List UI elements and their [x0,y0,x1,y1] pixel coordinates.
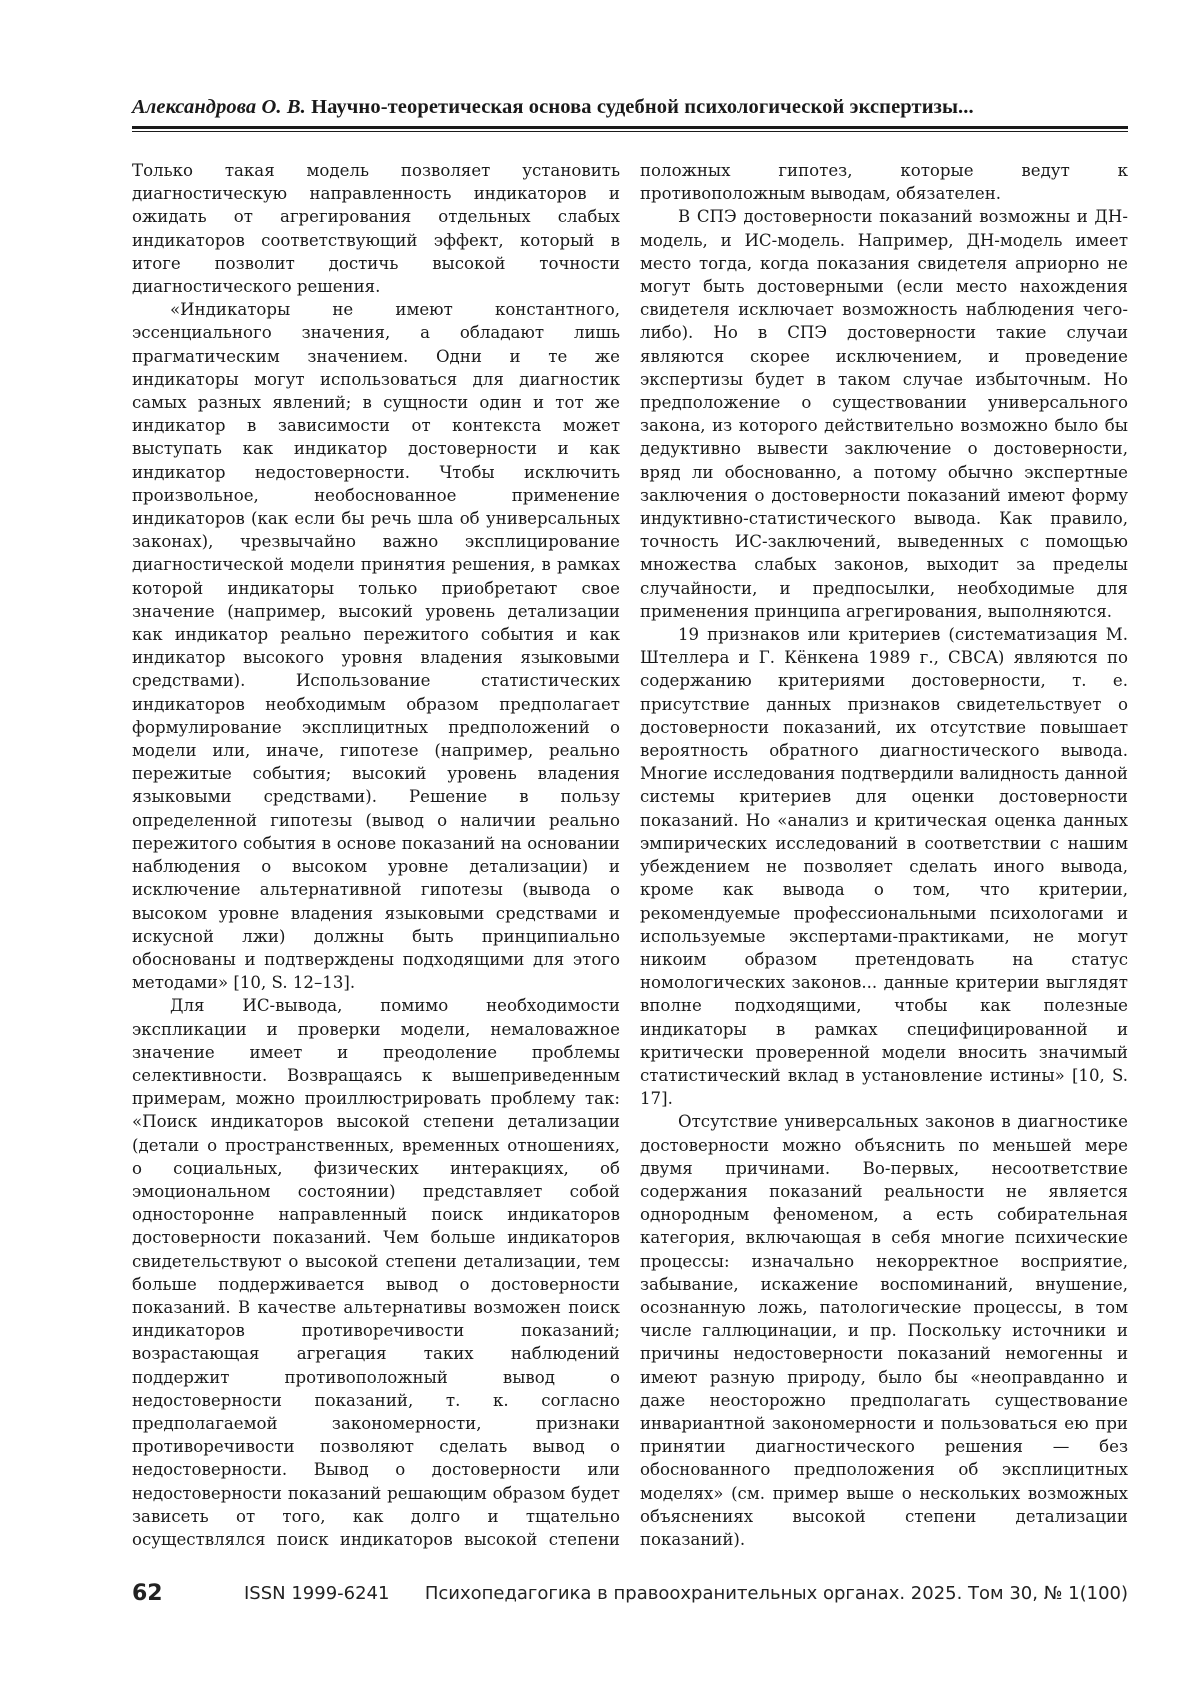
article-title: Научно-теоретическая основа судебной психологической экспертизы... [311,96,974,118]
paragraph: положных гипотез, которые ведут к противоположным выводам, обязателен. [640,159,1128,205]
right-column [640,159,1128,1549]
running-head [132,96,1128,119]
page-number: 62 [132,1581,163,1606]
paragraph: «Индикаторы не имеют константного, эссенциального значения, а обладают лишь прагматическим значением. Одни и те же индикаторы могут использоваться для диагностик самых разных явлений; в сущности один и тот же индикатор в зависимости от контекста может выступать как индикатор достоверности и как индикатор недостоверности. Чтобы исключить произвольное, необоснованное применение индикаторов (как если бы речь шла об универсальных законах), чрезвычайно важно эксплицирование диагностической модели принятия решения, в рамках которой индикаторы только приобретают свое значение (например, высокий уровень детализации как индикатор реально пережитого события и как индикатор высокого уровня владения языковыми средствами). Использование статистических индикаторов необходимым образом предполагает формулирование эксплицитных предположений о модели или, иначе, гипотезе (например, реально пережитые события; высокий уровень владения языковыми средствами). Решение в пользу определенной гипотезы (вывод о наличии реально пережитого события в основе показаний на основании наблюдения о высоком уровне детализации) и исключение альтернативной гипотезы (вывода о высоком уровне владения языковыми средствами и искусной лжи) должны быть принципиально обоснованы и подтверждены подходящими для этого методами» [10, S. 12–13]. [132,298,620,994]
paragraph: Только такая модель позволяет установить диагностическую направленность индикаторов и ожидать от агрегирования отдельных слабых индикаторов соответствующий эффект, который в итоге позволит достичь высокой точности диагностического решения. [132,159,620,298]
article-author: Александрова О. В. [132,96,306,118]
header-rule-thin [132,131,1128,132]
issn: ISSN 1999-6241 [244,1583,389,1604]
paragraph: В СПЭ достоверности показаний возможны и ДН-модель, и ИС-модель. Например, ДН-модель имеет место тогда, когда показания свидетеля априорно не могут быть достоверными (если место нахождения свидетеля исключает возможность наблюдения чего-либо). Но в СПЭ достоверности такие случаи являются скорее исключением, и проведение экспертизы будет в таком случае избыточным. Но предположение о существовании универсального закона, из которого действительно возможно было бы дедуктивно вывести заключение о достоверности, вряд ли обоснованно, а потому обычно экспертные заключения о достоверности показаний имеют форму индуктивно-статистического вывода. Как правило, точность ИС-заключений, выведенных с помощью множества слабых законов, выходит за пределы случайности, и предпосылки, необходимые для применения принципа агрегирования, выполняются. [640,205,1128,623]
paragraph: 19 признаков или критериев (систематизация М. Штеллера и Г. Кёнкена 1989 г., CBCA) являются по содержанию критериями достоверности, т. е. присутствие данных признаков свидетельствует о достоверности показаний, их отсутствие повышает вероятность обратного диагностического вывода. Многие исследования подтвердили валидность данной системы критериев для оценки достоверности показаний. Но «анализ и критическая оценка данных эмпирических исследований в соответствии с нашим убеждением не позволяет сделать иного вывода, кроме как вывода о том, что критерии, рекомендуемые профессиональными психологами и используемые экспертами-практиками, не могут никоим образом претендовать на статус номологических законов... данные критерии выглядят вполне подходящими, чтобы как полезные индикаторы в рамках специфицированной и критически проверенной модели вносить значимый статистический вклад в установление истины» [10, S. 17]. [640,623,1128,1110]
paragraph: Для ИС-вывода, помимо необходимости экспликации и проверки модели, немаловажное значение имеет и преодоление проблемы селективности. Возвращаясь к вышеприведенным примерам, можно проиллюстрировать проблему так: «Поиск индикаторов высокой степени детализации (детали о пространственных, временных отношениях, о социальных, физических интеракциях, об эмоциональном состоянии) представляет собой односторонне направленный поиск индикаторов достоверности показаний. Чем больше индикаторов свидетельствуют о высокой степени детализации, тем больше поддерживается вывод о достоверности показаний. В качестве альтернативы возможен поиск индикаторов противоречивости показаний; возрастающая агрегация таких наблюдений поддержит противоположный вывод о недостоверности показаний, т. к. согласно предполагаемой закономерности, признаки противоречивости позволяют сделать вывод о недостоверности. Вывод о достоверности или недостоверности показаний решающим образом будет зависеть от того, как долго и тщательно осуществлялся поиск индикаторов высокой степени [132,994,620,1549]
paragraph: Отсутствие универсальных законов в диагностике достоверности можно объяснить по меньшей мере двумя причинами. Во-первых, несоответствие содержания показаний реальности не является однородным феноменом, а есть собирательная категория, включающая в себя многие психические процессы: изначально некорректное восприятие, забывание, искажение воспоминаний, внушение, осознанную ложь, патологические процессы, в том числе галлюцинации, и пр. Поскольку источники и причины недостоверности показаний немогенны и имеют разную природу, было бы «неоправданно и даже неосторожно предполагать существование инвариантной закономерности и пользоваться ею при принятии диагностического решения — без обоснованного предположения об эксплицитных моделях» (см. пример выше о нескольких возможных объяснениях высокой степени детализации показаний). [640,1110,1128,1549]
page-footer [132,1581,1128,1611]
left-column [132,159,620,1549]
header-rule [132,126,1128,129]
journal-citation: Психопедагогика в правоохранительных органах. 2025. Том 30, № 1(100) [425,1583,1128,1604]
